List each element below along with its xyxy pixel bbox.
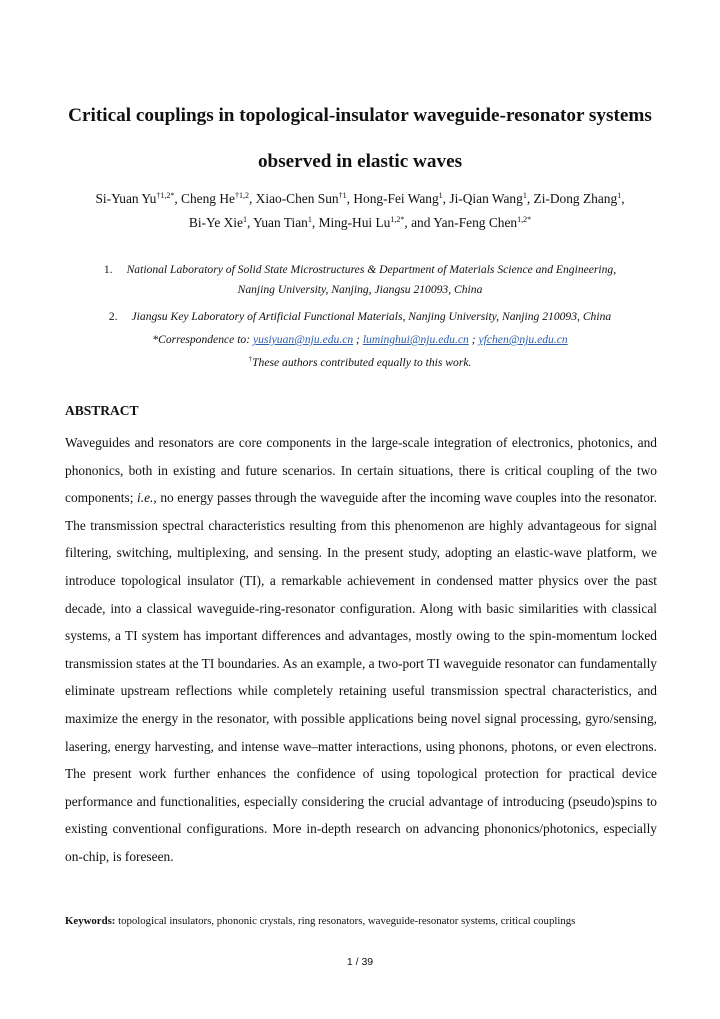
- author-list: [40, 187, 680, 235]
- affiliation-number: 1.: [103, 263, 113, 276]
- email-link[interactable]: luminghui@nju.edu.cn: [362, 333, 469, 346]
- keywords: [65, 915, 575, 927]
- author: Bi-Ye Xie$^1$,: [188, 215, 254, 230]
- author: Ming-Hui $Lu^{1,2*}$, and: [318, 215, 434, 230]
- keywords-label: Keywords:: [65, 915, 116, 927]
- correspondence-label: *Correspondence to:: [152, 333, 253, 346]
- affiliation-1: [40, 260, 680, 300]
- email-link[interactable]: yusiyuan@nju.edu.cn: [252, 333, 354, 346]
- affiliation-text: Nanjing University, Nanjing, Jiangsu 210093, China: [237, 283, 483, 296]
- author: Cheng He$^{\dagger 1,2}$,: [181, 191, 256, 206]
- paper-title: Critical couplings in topological-insulator waveguide-resonator systems observed in elastic waves: [68, 105, 652, 172]
- author: Zi-Dong Zhang$^1$,: [533, 191, 625, 206]
- affiliation-2: [40, 307, 680, 327]
- author: Yuan Tian$^1$,: [253, 215, 319, 230]
- author: Xiao-Chen Sun$^{\dagger 1}$,: [255, 191, 354, 206]
- author: Si-Yuan $Yu^{\dagger 1,2*}$,: [95, 191, 182, 206]
- affiliation-text: Jiangsu Key Laboratory of Artificial Functional Materials, Nanjing University, Nanjing 210093, China: [131, 310, 612, 323]
- abstract-body: Waveguides and resonators are core components in the large-scale integration of electronics, photonics, and phononics, both in existing and future scenarios. In certain situations, there is critical coupling of the two components; i.e., no energy passes through the waveguide after the incoming wave couples into the resonator. The transmission spectral characteristics resulting from this phenomenon are highly advantageous for signal filtering, switching, multiplexing, and sensing. In the present study, adopting an elastic-wave platform, we introduce topological insulator (TI), a remarkable achievement in condensed matter physics over the past decade, into a classical waveguide-ring-resonator configuration. Along with basic similarities with classical systems, a TI system has important differences and advantages, mostly owing to the spin-momentum locked transmission states at the TI boundaries. As an example, a two-port TI waveguide resonator can fundamentally eliminate upstream reflections while completely retaining useful transmission spectral characteristics, and maximize the energy in the resonator, with possible applications being novel signal processing, gyro/sensing, lasering, energy harvesting, and intense wave–matter interactions, using phonons, photons, or even electrons. The present work further enhances the confidence of using topological protection for practical device performance and functionalities, especially considering the crucial advantage of introducing (pseudo)spins to existing conventional configurations. More in-depth research on advancing phononics/photonics, especially on-chip, is foreseen.: [65, 435, 658, 864]
- affiliation-text: National Laboratory of Solid State Microstructures & Department of Materials Science and Engineering,: [126, 263, 617, 276]
- author: Hong-Fei Wang$^1$,: [353, 191, 450, 206]
- page-number: 1 / 39: [346, 956, 374, 968]
- affiliation-number: 2.: [108, 310, 118, 323]
- equal-contribution-note: †These authors contributed equally to this work.: [248, 355, 472, 369]
- email-link[interactable]: yfchen@nju.edu.cn: [478, 333, 568, 346]
- keywords-text: topological insulators, phononic crystals, ring resonators, waveguide-resonator systems, critical couplings: [115, 915, 576, 927]
- abstract-heading: ABSTRACT: [65, 403, 139, 418]
- author: Ji-Qian Wang$^1$,: [449, 191, 534, 206]
- correspondence: *Correspondence to: yusiyuan@nju.edu.cn ; luminghui@nju.edu.cn ; yfchen@nju.edu.cn: [152, 333, 568, 346]
- author: Yan-Feng Chen$^{1,2*}$: [433, 215, 532, 230]
